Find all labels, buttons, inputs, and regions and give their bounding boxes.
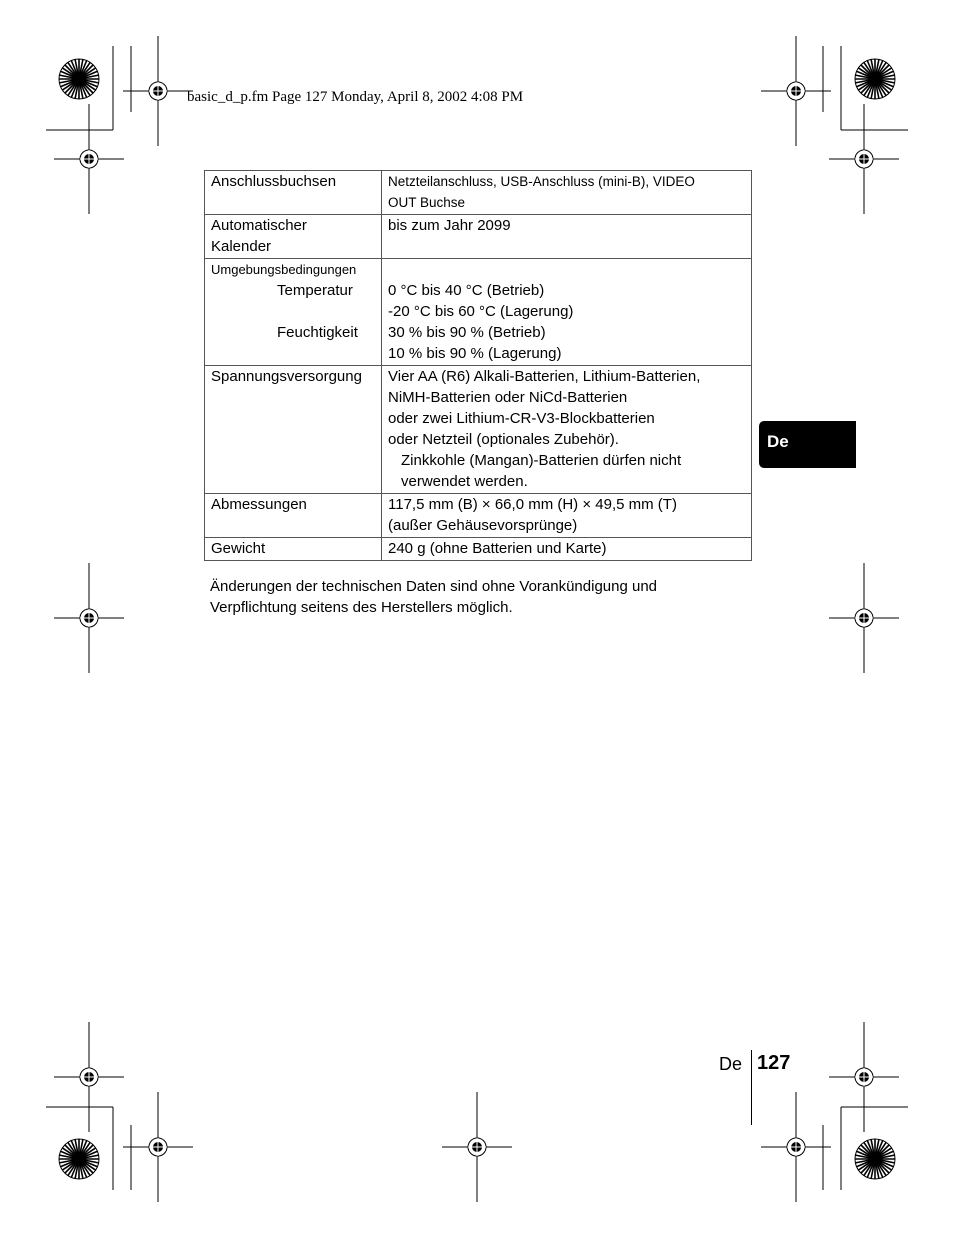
spec-label: Anschlussbuchsen [205,171,382,215]
table-row [205,366,752,494]
spec-value-line: -20 °C bis 60 °C (Lagerung) [388,303,574,320]
footnote [210,576,770,618]
table-row [205,538,752,561]
spec-value-line: 117,5 mm (B) × 66,0 mm (H) × 49,5 mm (T) [388,496,677,513]
spec-value-line: 10 % bis 90 % (Lagerung) [388,345,562,362]
page-number: 127 [757,1052,791,1074]
spec-value [382,494,752,538]
spec-note-line: verwendet werden. [401,473,528,490]
spec-label [205,259,382,366]
spec-value-line: Vier AA (R6) Alkali-Batterien, Lithium-Batterien, [388,368,701,385]
spec-label: Spannungsversorgung [205,366,382,494]
spec-value [382,171,752,215]
spec-value-line: NiMH-Batterien oder NiCd-Batterien [388,389,628,406]
spec-value-line: oder zwei Lithium-CR-V3-Blockbatterien [388,410,655,427]
spec-label [205,215,382,259]
spec-value-line: OUT Buchse [388,195,466,210]
temperature-label: Temperatur [277,282,353,299]
language-tab: De [759,421,856,468]
footnote-line: Änderungen der technischen Daten sind ohne Vorankündigung und [210,578,658,595]
spacer [388,259,747,280]
spec-label-line: Kalender [211,238,272,255]
spec-value: 240 g (ohne Batterien und Karte) [382,538,752,561]
spec-value-line: 30 % bis 90 % (Betrieb) [388,324,546,341]
table-row [205,494,752,538]
spec-value-line: (außer Gehäusevorsprünge) [388,517,578,534]
spec-value-line: 0 °C bis 40 °C (Betrieb) [388,282,545,299]
spec-value-line: Netzteilanschluss, USB-Anschluss (mini-B), VIDEO [388,174,695,189]
spacer [211,301,377,322]
table-row [205,259,752,366]
spec-value [382,366,752,494]
spec-value-line: oder Netzteil (optionales Zubehör). [388,431,619,448]
table-row [205,171,752,215]
spec-label-line: Umgebungsbedingungen [211,262,357,277]
spec-table [204,170,752,561]
folio-language: De [719,1054,743,1074]
spec-label: Abmessungen [205,494,382,538]
file-info-header: basic_d_p.fm Page 127 Monday, April 8, 2002 4:08 PM [187,89,524,105]
folio-divider [751,1050,752,1125]
humidity-label: Feuchtigkeit [277,324,358,341]
footnote-line: Verpflichtung seitens des Herstellers möglich. [210,599,513,616]
spec-value [382,259,752,366]
spec-label: Gewicht [205,538,382,561]
spec-note-line: Zinkkohle (Mangan)-Batterien dürfen nicht [401,452,682,469]
spec-value: bis zum Jahr 2099 [382,215,752,259]
spec-label-line: Automatischer [211,217,307,234]
table-row [205,215,752,259]
